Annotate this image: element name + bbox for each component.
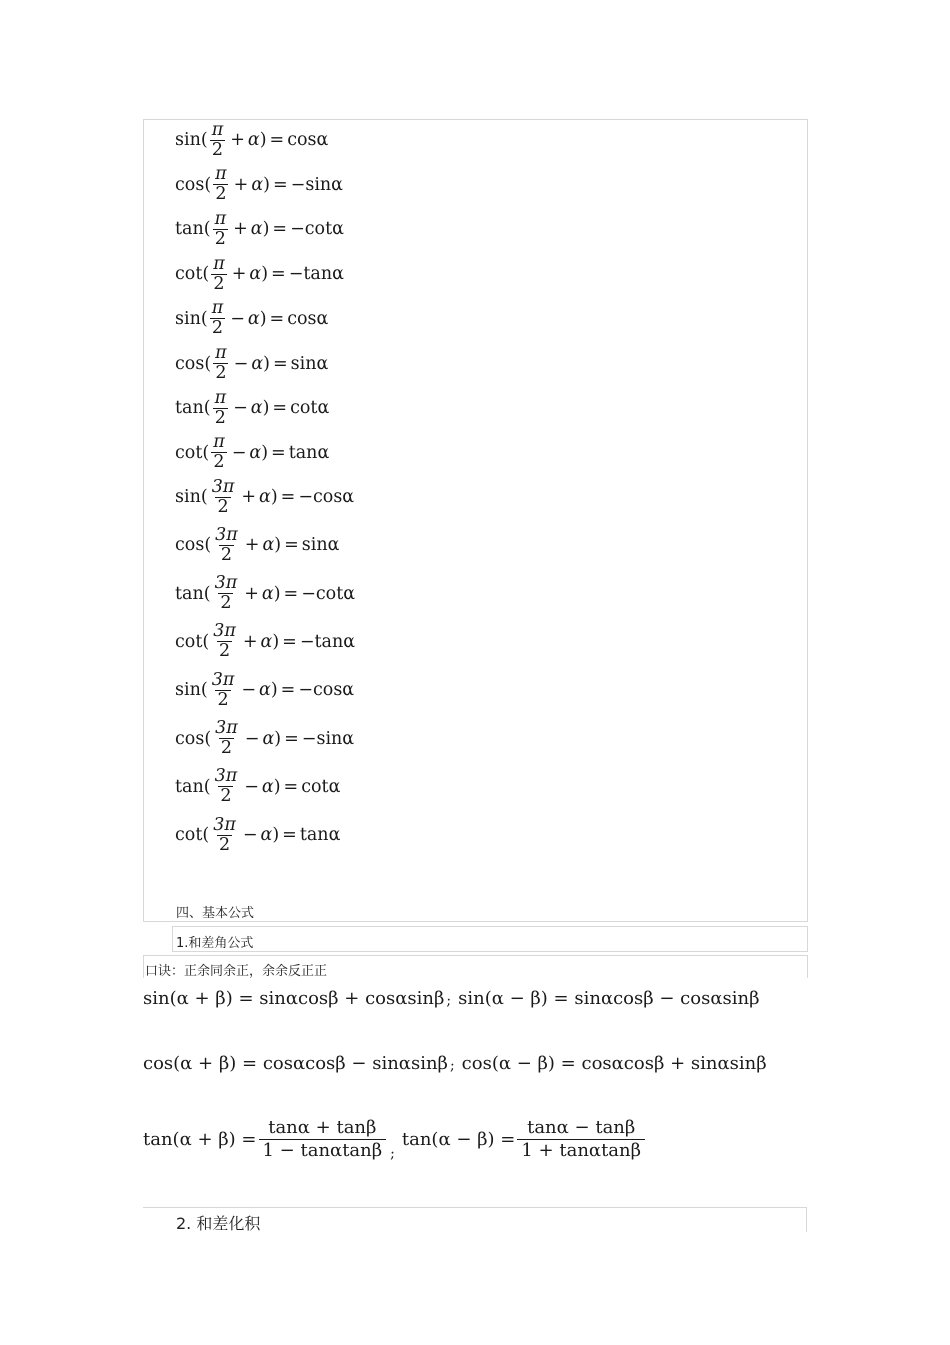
fraction-numerator: 3π bbox=[213, 814, 236, 835]
fraction-numerator: π bbox=[211, 119, 224, 140]
fraction-numerator: π bbox=[214, 208, 227, 229]
equals-sign: = bbox=[283, 583, 299, 604]
tan-plus-numerator: tanα + tanβ bbox=[268, 1117, 377, 1138]
close-paren: ) bbox=[261, 264, 269, 285]
tan-minus-lhs: tan(α − β) = bbox=[401, 1129, 516, 1150]
reduction-formula-row bbox=[175, 716, 354, 762]
tan-minus-numerator: tanα − tanβ bbox=[527, 1117, 636, 1138]
function-name: tan bbox=[175, 398, 204, 419]
fraction-denominator: 2 bbox=[215, 363, 227, 383]
reduction-formula-row bbox=[175, 571, 355, 617]
formula-result: −cosα bbox=[298, 680, 355, 701]
operator-sign: − bbox=[230, 308, 245, 329]
open-paren: ( bbox=[204, 174, 212, 195]
mnemonic-text: 口诀：正余同余正，余余反正正 bbox=[145, 964, 328, 979]
operator-sign: + bbox=[244, 535, 260, 556]
tan-minus-denominator: 1 + tanαtanβ bbox=[517, 1139, 645, 1162]
angle-fraction bbox=[213, 767, 240, 806]
formula-result: −cotα bbox=[301, 583, 356, 604]
equals-sign: = bbox=[271, 264, 286, 285]
formula-result: −tanα bbox=[288, 264, 344, 285]
operator-sign: − bbox=[242, 825, 258, 846]
close-paren: ) bbox=[272, 825, 280, 846]
function-name: sin bbox=[175, 130, 201, 150]
fraction-numerator: 3π bbox=[211, 476, 235, 497]
separator: ; bbox=[390, 1146, 395, 1162]
angle-fraction bbox=[213, 526, 240, 565]
operator-sign: − bbox=[244, 776, 259, 797]
fraction-denominator: 2 bbox=[220, 593, 232, 614]
close-paren: ) bbox=[262, 398, 270, 419]
equals-sign: = bbox=[273, 174, 288, 195]
angle-fraction bbox=[210, 121, 226, 160]
close-paren: ) bbox=[273, 583, 281, 604]
operator-sign: − bbox=[241, 680, 256, 701]
fraction-numerator: 3π bbox=[213, 621, 236, 642]
fraction-denominator: 2 bbox=[214, 407, 226, 428]
fraction-denominator: 2 bbox=[211, 318, 224, 339]
open-paren: ( bbox=[200, 130, 208, 150]
formula-result: cosα bbox=[287, 130, 329, 150]
open-paren: ( bbox=[204, 728, 212, 749]
equals-sign: = bbox=[283, 776, 299, 797]
fraction-denominator: 2 bbox=[218, 834, 231, 855]
alpha-symbol: α bbox=[249, 264, 262, 285]
cos-plus-formula: cos(α + β) = cosαcosβ − sinαsinβ bbox=[143, 1053, 448, 1074]
close-paren: ) bbox=[259, 308, 267, 329]
fraction-denominator: 2 bbox=[213, 452, 225, 473]
equals-sign: = bbox=[269, 130, 285, 150]
alpha-symbol: α bbox=[260, 825, 273, 846]
fraction-denominator: 2 bbox=[218, 641, 231, 662]
sin-sum-difference-row bbox=[143, 988, 760, 1009]
equals-sign: = bbox=[282, 825, 297, 846]
reduction-formula-row bbox=[175, 162, 343, 208]
alpha-symbol: α bbox=[247, 130, 260, 150]
alpha-symbol: α bbox=[260, 631, 273, 652]
operator-sign: + bbox=[230, 130, 245, 150]
function-name: cos bbox=[175, 535, 205, 556]
alpha-symbol: α bbox=[251, 174, 264, 195]
fraction-numerator: 3π bbox=[214, 573, 238, 594]
fraction-denominator: 2 bbox=[217, 496, 229, 517]
function-name: sin bbox=[175, 487, 201, 507]
function-name: cot bbox=[175, 442, 203, 463]
function-name: tan bbox=[175, 219, 204, 240]
open-paren: ( bbox=[203, 219, 211, 240]
open-paren: ( bbox=[202, 825, 210, 846]
fraction-denominator: 2 bbox=[220, 544, 233, 565]
formula-result: cosα bbox=[287, 308, 329, 329]
reduction-formula-row bbox=[175, 667, 354, 713]
alpha-symbol: α bbox=[250, 398, 263, 419]
open-paren: ( bbox=[202, 264, 210, 285]
fraction-numerator: π bbox=[213, 253, 225, 274]
reduction-formula-row bbox=[175, 206, 344, 252]
fraction-numerator: π bbox=[214, 387, 227, 408]
operator-sign: + bbox=[244, 583, 259, 604]
fraction-denominator: 2 bbox=[213, 273, 225, 294]
operator-sign: − bbox=[233, 398, 248, 419]
reduction-formula-row bbox=[175, 430, 329, 476]
sin-plus-formula: sin(α + β) = sinαcosβ + cosαsinβ bbox=[143, 988, 445, 1009]
fraction-denominator: 2 bbox=[214, 228, 226, 249]
alpha-symbol: α bbox=[261, 776, 274, 797]
formula-result: cotα bbox=[301, 776, 341, 797]
equals-sign: = bbox=[271, 442, 286, 463]
alpha-symbol: α bbox=[251, 353, 264, 374]
close-paren: ) bbox=[263, 353, 270, 374]
close-paren: ) bbox=[273, 776, 281, 797]
operator-sign: − bbox=[231, 442, 247, 463]
function-name: cos bbox=[175, 174, 205, 195]
equals-sign: = bbox=[273, 353, 288, 374]
angle-fraction bbox=[213, 210, 229, 249]
function-name: tan bbox=[175, 776, 204, 797]
subsection2-title: 2. 和差化积 bbox=[176, 1214, 261, 1233]
formula-result: sinα bbox=[290, 353, 329, 374]
formula-result: −cotα bbox=[290, 219, 344, 240]
alpha-symbol: α bbox=[262, 535, 275, 556]
operator-sign: − bbox=[233, 353, 249, 374]
reduction-formula-row bbox=[175, 764, 340, 810]
fraction-numerator: 3π bbox=[215, 718, 238, 738]
angle-fraction bbox=[211, 255, 227, 294]
fraction-numerator: 3π bbox=[215, 524, 238, 545]
function-name: tan bbox=[175, 583, 204, 604]
formula-result: tanα bbox=[299, 825, 341, 846]
angle-fraction bbox=[213, 344, 229, 383]
angle-fraction bbox=[211, 816, 238, 855]
close-paren: ) bbox=[261, 442, 269, 463]
angle-fraction bbox=[210, 671, 237, 710]
open-paren: ( bbox=[204, 353, 212, 374]
open-paren: ( bbox=[203, 583, 211, 604]
cos-sum-difference-row bbox=[143, 1053, 767, 1074]
alpha-symbol: α bbox=[259, 680, 271, 701]
equals-sign: = bbox=[280, 487, 296, 507]
equals-sign: = bbox=[280, 680, 296, 701]
angle-fraction bbox=[213, 574, 240, 613]
alpha-symbol: α bbox=[249, 442, 262, 463]
close-paren: ) bbox=[274, 535, 282, 556]
fraction-numerator: π bbox=[213, 432, 225, 453]
subsection1-box bbox=[172, 926, 808, 952]
operator-sign: + bbox=[231, 264, 247, 285]
fraction-denominator: 2 bbox=[220, 786, 232, 807]
open-paren: ( bbox=[204, 535, 212, 556]
angle-fraction bbox=[210, 299, 226, 338]
reduction-formula-row bbox=[175, 619, 355, 665]
equals-sign: = bbox=[272, 219, 288, 240]
formula-result: −sinα bbox=[301, 728, 355, 749]
function-name: sin bbox=[175, 308, 201, 329]
fraction-denominator: 2 bbox=[217, 689, 229, 710]
function-name: sin bbox=[175, 680, 201, 701]
operator-sign: + bbox=[233, 174, 249, 195]
equals-sign: = bbox=[284, 535, 299, 556]
close-paren: ) bbox=[259, 130, 267, 150]
formula-result: −tanα bbox=[299, 631, 356, 652]
formula-result: tanα bbox=[288, 442, 330, 463]
alpha-symbol: α bbox=[250, 219, 263, 240]
alpha-symbol: α bbox=[262, 728, 275, 749]
close-paren: ) bbox=[270, 487, 278, 507]
tan-minus-fraction bbox=[517, 1117, 645, 1162]
reduction-formula-row bbox=[175, 385, 329, 431]
fraction-numerator: 3π bbox=[211, 669, 235, 690]
function-name: cot bbox=[175, 264, 203, 285]
close-paren: ) bbox=[270, 680, 278, 701]
function-name: cot bbox=[175, 825, 203, 846]
equals-sign: = bbox=[269, 308, 285, 329]
equals-sign: = bbox=[284, 728, 299, 749]
reduction-formula-row bbox=[175, 812, 340, 858]
open-paren: ( bbox=[202, 442, 210, 463]
function-name: cos bbox=[175, 353, 205, 374]
angle-fraction bbox=[213, 719, 240, 758]
angle-fraction bbox=[210, 478, 237, 517]
fraction-numerator: π bbox=[211, 298, 224, 319]
fraction-denominator: 2 bbox=[220, 738, 233, 758]
function-name: cot bbox=[175, 631, 203, 652]
formula-result: cotα bbox=[290, 398, 330, 419]
angle-fraction bbox=[213, 165, 229, 204]
reduction-formula-row bbox=[175, 522, 339, 568]
separator: ; bbox=[449, 1058, 455, 1074]
reduction-formula-row bbox=[175, 296, 328, 342]
formula-result: −sinα bbox=[290, 174, 344, 195]
open-paren: ( bbox=[200, 680, 208, 701]
sin-minus-formula: sin(α − β) = sinαcosβ − cosαsinβ bbox=[458, 988, 760, 1009]
open-paren: ( bbox=[200, 308, 208, 329]
tan-plus-denominator: 1 − tanαtanβ bbox=[259, 1139, 387, 1162]
alpha-symbol: α bbox=[259, 487, 271, 507]
close-paren: ) bbox=[272, 631, 280, 652]
open-paren: ( bbox=[200, 487, 208, 507]
alpha-symbol: α bbox=[261, 583, 274, 604]
reduction-formula-row bbox=[175, 251, 344, 297]
angle-fraction bbox=[213, 389, 229, 428]
subsection1-title: 1.和差角公式 bbox=[176, 936, 254, 951]
equals-sign: = bbox=[272, 398, 288, 419]
tan-sum-difference-row bbox=[143, 1117, 647, 1162]
tan-plus-fraction bbox=[259, 1117, 387, 1162]
function-name: cos bbox=[175, 728, 205, 749]
angle-fraction bbox=[211, 622, 238, 661]
reduction-formula-row bbox=[175, 117, 328, 163]
open-paren: ( bbox=[203, 776, 211, 797]
fraction-numerator: π bbox=[215, 164, 227, 185]
operator-sign: + bbox=[241, 487, 256, 507]
reduction-formula-row bbox=[175, 341, 328, 387]
formula-result: sinα bbox=[301, 535, 340, 556]
equals-sign: = bbox=[282, 631, 297, 652]
open-paren: ( bbox=[203, 398, 211, 419]
fraction-denominator: 2 bbox=[211, 139, 224, 160]
cos-minus-formula: cos(α − β) = cosαcosβ + sinαsinβ bbox=[461, 1053, 767, 1074]
fraction-numerator: 3π bbox=[214, 766, 238, 787]
reduction-formula-row bbox=[175, 474, 354, 520]
operator-sign: + bbox=[233, 219, 248, 240]
operator-sign: + bbox=[242, 631, 258, 652]
close-paren: ) bbox=[274, 728, 282, 749]
close-paren: ) bbox=[262, 219, 270, 240]
angle-fraction bbox=[211, 433, 227, 472]
operator-sign: − bbox=[244, 728, 260, 749]
close-paren: ) bbox=[263, 174, 270, 195]
tan-plus-lhs: tan(α + β) = bbox=[143, 1129, 257, 1150]
formula-result: −cosα bbox=[298, 487, 355, 507]
fraction-denominator: 2 bbox=[215, 184, 227, 205]
section4-title: 四、基本公式 bbox=[176, 906, 255, 921]
alpha-symbol: α bbox=[247, 308, 260, 329]
separator: ; bbox=[446, 993, 452, 1009]
fraction-numerator: π bbox=[215, 343, 227, 363]
open-paren: ( bbox=[202, 631, 210, 652]
